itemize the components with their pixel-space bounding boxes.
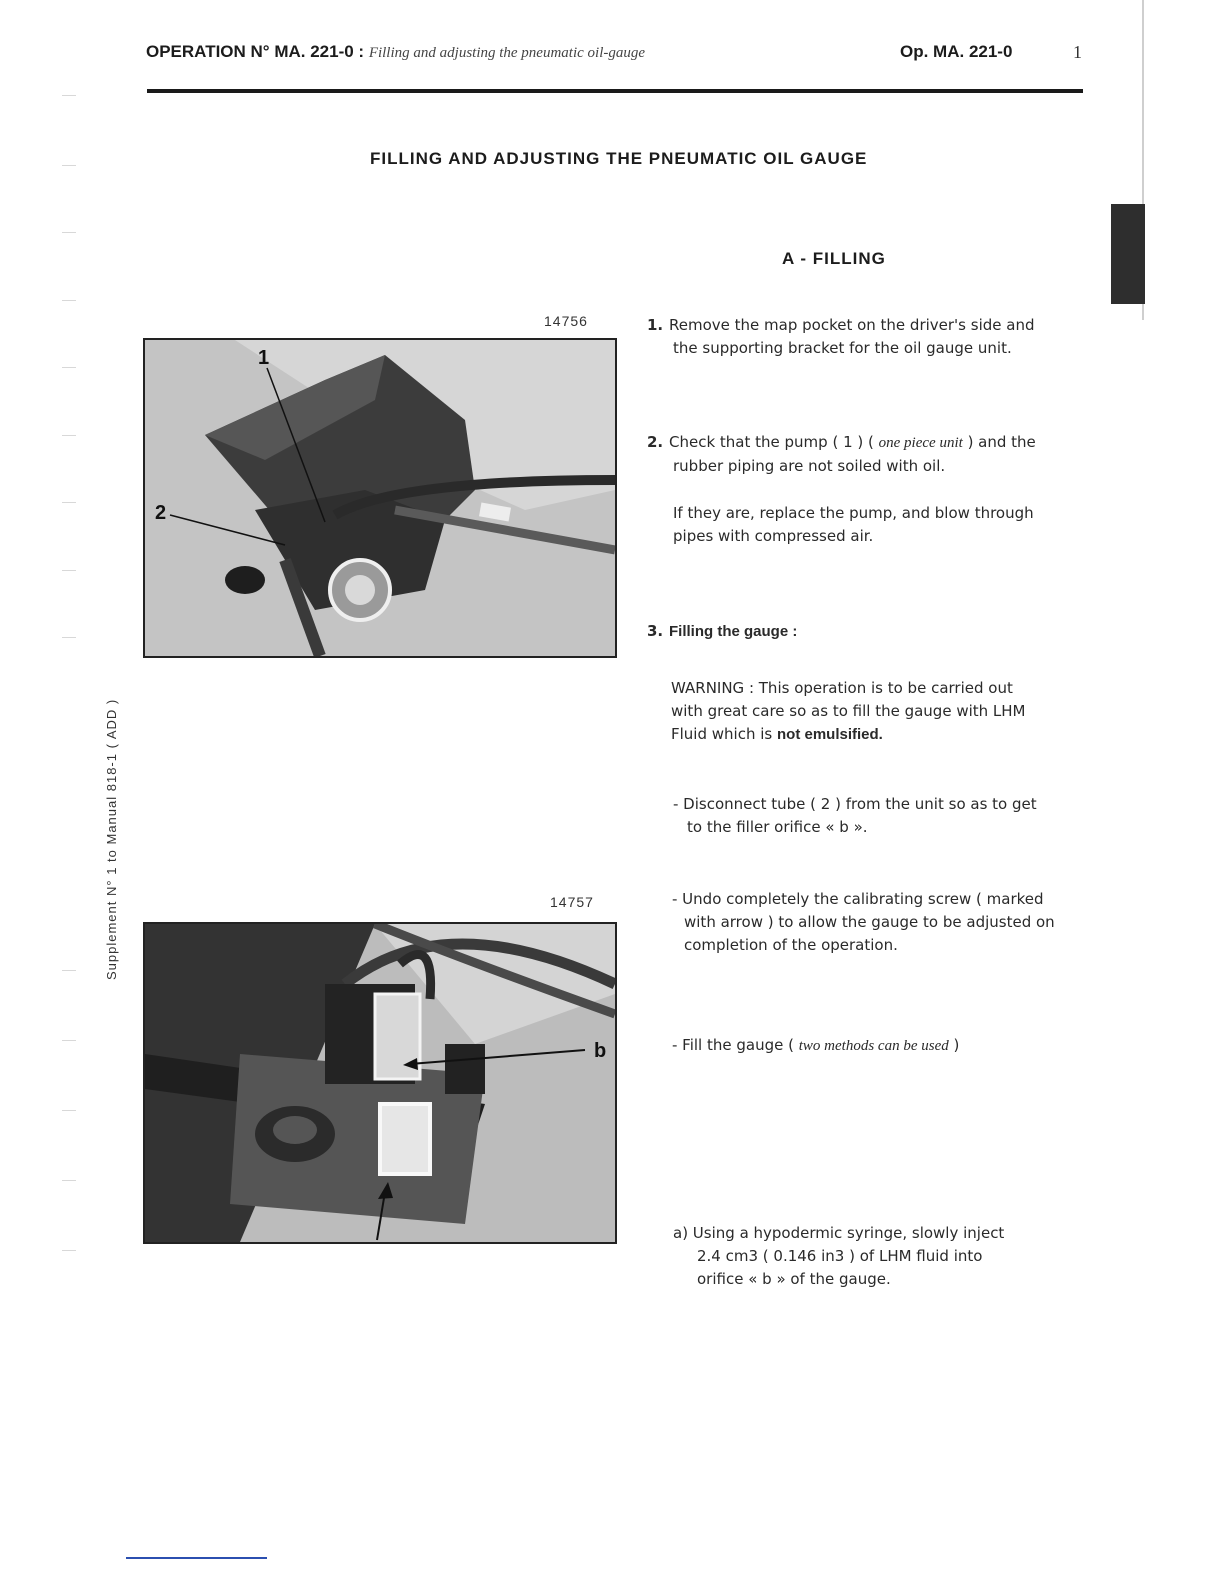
method-line: orifice « b » of the gauge. xyxy=(697,1270,891,1288)
step-text-line: the supporting bracket for the oil gauge unit. xyxy=(673,339,1012,357)
bullet-disconnect-tube xyxy=(673,793,1037,839)
figure-pump-photo xyxy=(143,338,617,658)
method-line: a) Using a hypodermic syringe, slowly inject xyxy=(673,1224,1005,1242)
bullet-line: to the filler orifice « b ». xyxy=(687,818,868,836)
margin-mark xyxy=(62,1110,76,1111)
step-number: 2. xyxy=(647,433,664,451)
method-line: 2.4 cm3 ( 0.146 in3 ) of LHM fluid into xyxy=(697,1247,983,1265)
margin-mark xyxy=(62,165,76,166)
margin-mark xyxy=(62,502,76,503)
step-text-part: Check that the pump ( 1 ) ( xyxy=(669,433,874,451)
warning-paragraph xyxy=(671,677,1026,746)
step-text-line: rubber piping are not soiled with oil. xyxy=(673,457,946,475)
step-3 xyxy=(647,620,797,643)
operation-reference: Op. MA. 221-0 xyxy=(900,42,1013,61)
section-tab-marker xyxy=(1111,204,1145,304)
step-number: 3. xyxy=(647,622,664,640)
bullet-line: with arrow ) to allow the gauge to be adjusted on xyxy=(684,913,1055,931)
bullet-line: - Undo completely the calibrating screw ( marked xyxy=(672,890,1044,908)
gauge-illustration xyxy=(145,924,615,1242)
section-title: A - FILLING xyxy=(782,249,886,268)
margin-mark xyxy=(62,1040,76,1041)
margin-mark xyxy=(62,570,76,571)
bullet-text-part: ) xyxy=(953,1036,960,1054)
bullet-line: completion of the operation. xyxy=(684,936,898,954)
method-a xyxy=(673,1222,1004,1291)
page-title: FILLING AND ADJUSTING THE PNEUMATIC OIL GAUGE xyxy=(370,149,868,168)
margin-mark xyxy=(62,232,76,233)
step-3-title: Filling the gauge : xyxy=(669,623,798,640)
step-text-line: Remove the map pocket on the driver's side and xyxy=(669,316,1035,334)
margin-mark xyxy=(62,367,76,368)
warning-line: with great care so as to fill the gauge with LHM xyxy=(671,702,1026,720)
warning-emphasis: not emulsified. xyxy=(777,726,883,743)
pump-illustration xyxy=(145,340,615,656)
warning-line: WARNING : This operation is to be carried out xyxy=(671,679,1013,697)
callout-label-2: 2 xyxy=(155,502,167,524)
manual-supplement-reference: Supplement N° 1 to Manual 818-1 ( ADD ) xyxy=(104,698,119,980)
page-number: 1 xyxy=(1073,42,1082,62)
bullet-fill-gauge xyxy=(672,1034,959,1058)
callout-label-b: b xyxy=(594,1040,607,1062)
step-number: 1. xyxy=(647,316,664,334)
step-text-line: If they are, replace the pump, and blow through xyxy=(673,504,1034,522)
margin-mark xyxy=(62,300,76,301)
operation-subtitle: Filling and adjusting the pneumatic oil-gauge xyxy=(368,45,646,61)
callout-label-1: 1 xyxy=(258,347,270,369)
step-text-line: pipes with compressed air. xyxy=(673,527,874,545)
bullet-undo-screw xyxy=(672,888,1055,957)
bullet-text-italic: two methods can be used xyxy=(798,1038,949,1054)
margin-mark xyxy=(62,970,76,971)
bullet-line: - Disconnect tube ( 2 ) from the unit so as to get xyxy=(673,795,1037,813)
operation-header xyxy=(146,42,645,62)
step-2 xyxy=(647,431,1036,478)
figure-number: 14757 xyxy=(550,894,594,910)
step-text-part: ) and the xyxy=(967,433,1036,451)
margin-mark xyxy=(62,1250,76,1251)
step-1 xyxy=(647,314,1035,360)
bullet-text-part: - Fill the gauge ( xyxy=(672,1036,794,1054)
header-rule xyxy=(147,89,1083,93)
figure-gauge-photo xyxy=(143,922,617,1244)
margin-mark xyxy=(62,637,76,638)
step-text-italic: one piece unit xyxy=(878,435,963,451)
warning-line: Fluid which is xyxy=(671,725,773,743)
margin-mark xyxy=(62,1180,76,1181)
operation-label: OPERATION N° MA. 221-0 : xyxy=(146,42,365,61)
footer-line xyxy=(126,1557,267,1559)
margin-mark xyxy=(62,95,76,96)
step-2-paragraph xyxy=(673,502,1034,548)
figure-number: 14756 xyxy=(544,313,588,329)
margin-mark xyxy=(62,435,76,436)
